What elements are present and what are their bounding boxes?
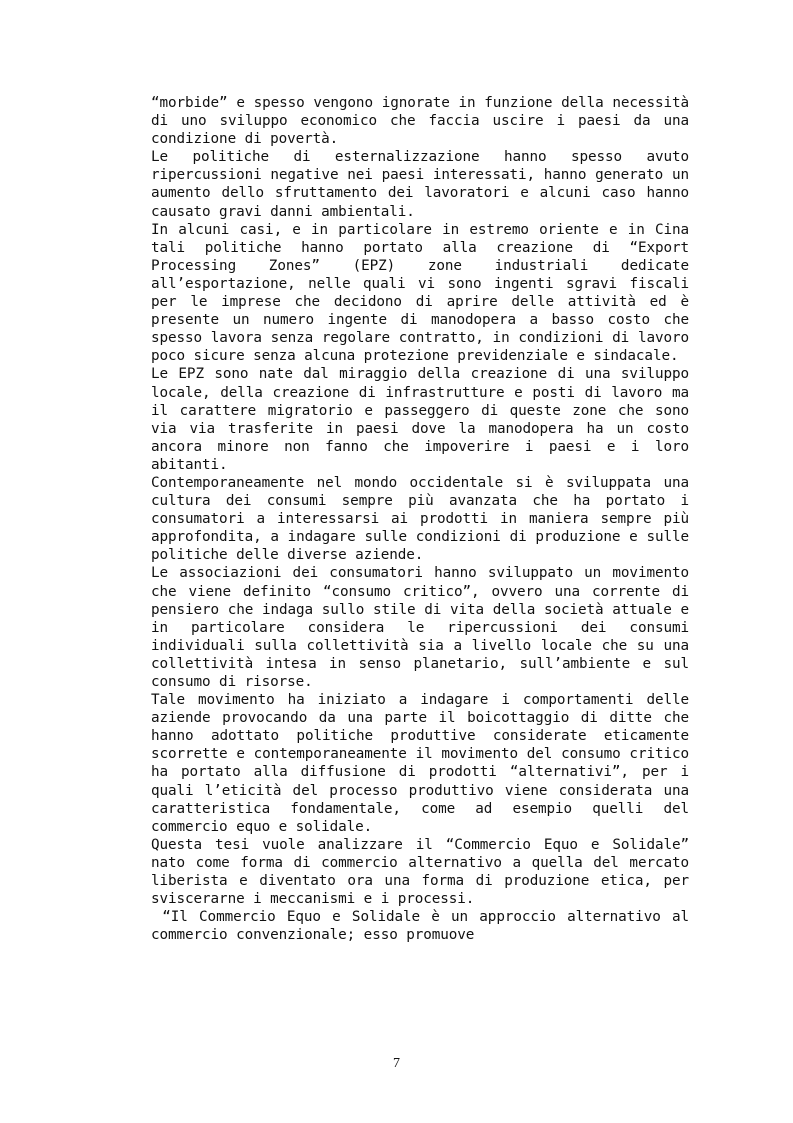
body-text xyxy=(151,94,698,944)
paragraph-6: Le associazioni dei consumatori hanno sviluppato un movimento che viene definito “consumo critico”, ovvero una corrente di pensiero che indaga sullo stile di vita della società attuale e in particolare considera le ripercussioni dei consumi individuali sulla collettività sia a livello locale che su una collettività intesa in senso planetario, sull’ambiente e sul consumo di risorse. xyxy=(151,565,689,690)
paragraph-4: Le EPZ sono nate dal miraggio della creazione di una sviluppo locale, della creazione di infrastrutture e posti di lavoro ma il carattere migratorio e passeggero di queste zone che sono via via trasferite in paesi dove la manodopera ha un costo ancora minore non fanno che impoverire i paesi e i loro abitanti. xyxy=(151,366,689,473)
paragraph-1: “morbide” e spesso vengono ignorate in funzione della necessità di uno sviluppo economico che faccia uscire i paesi da una condizione di povertà. xyxy=(151,95,689,148)
page-number: 7 xyxy=(393,1056,400,1071)
paragraph-2: Le politiche di esternalizzazione hanno spesso avuto ripercussioni negative nei paesi interessati, hanno generato un aumento dello sfruttamento dei lavoratori e alcuni caso hanno causato gravi danni ambientali. xyxy=(151,149,689,220)
paragraph-5: Contemporaneamente nel mondo occidentale si è sviluppata una cultura dei consumi sempre più avanzata che ha portato i consumatori a interessarsi ai prodotti in maniera sempre più approfondita, a indagare sulle condizioni di produzione e sulle politiche delle diverse aziende. xyxy=(151,474,689,564)
paragraph-9: “Il Commercio Equo e Solidale è un approccio alternativo al commercio convenzionale; esso promuove xyxy=(151,909,698,944)
paragraph-8: Questa tesi vuole analizzare il “Commercio Equo e Solidale” nato come forma di commercio alternativo a quella del mercato liberista e diventato ora una forma di produzione etica, per sviscerarne i meccanismi e i processi. xyxy=(151,836,689,908)
paragraph-7: Tale movimento ha iniziato a indagare i comportamenti delle aziende provocando da una parte il boicottaggio di ditte che hanno adottato politiche produttive considerate eticamente scorrette e contemporaneamente il movimento del consumo critico ha portato alla diffusione di prodotti “alternativi”, per i quali l’eticità del processo produttivo viene considerata una caratteristica fondamentale, come ad esempio quelli del commercio equo e solidale. xyxy=(151,692,689,835)
paragraph-3: In alcuni casi, e in particolare in estremo oriente e in Cina tali politiche hanno portato alla creazione di “Export Processing Zones” (EPZ) zone industriali dedicate all’esportazione, nelle quali vi sono ingenti sgravi fiscali per le imprese che decidono di aprire delle attività ed è presente un numero ingente di manodopera a basso costo che spesso lavora senza regolare contratto, in condizioni di lavoro poco sicure senza alcuna protezione previdenziale e sindacale. xyxy=(151,221,689,365)
